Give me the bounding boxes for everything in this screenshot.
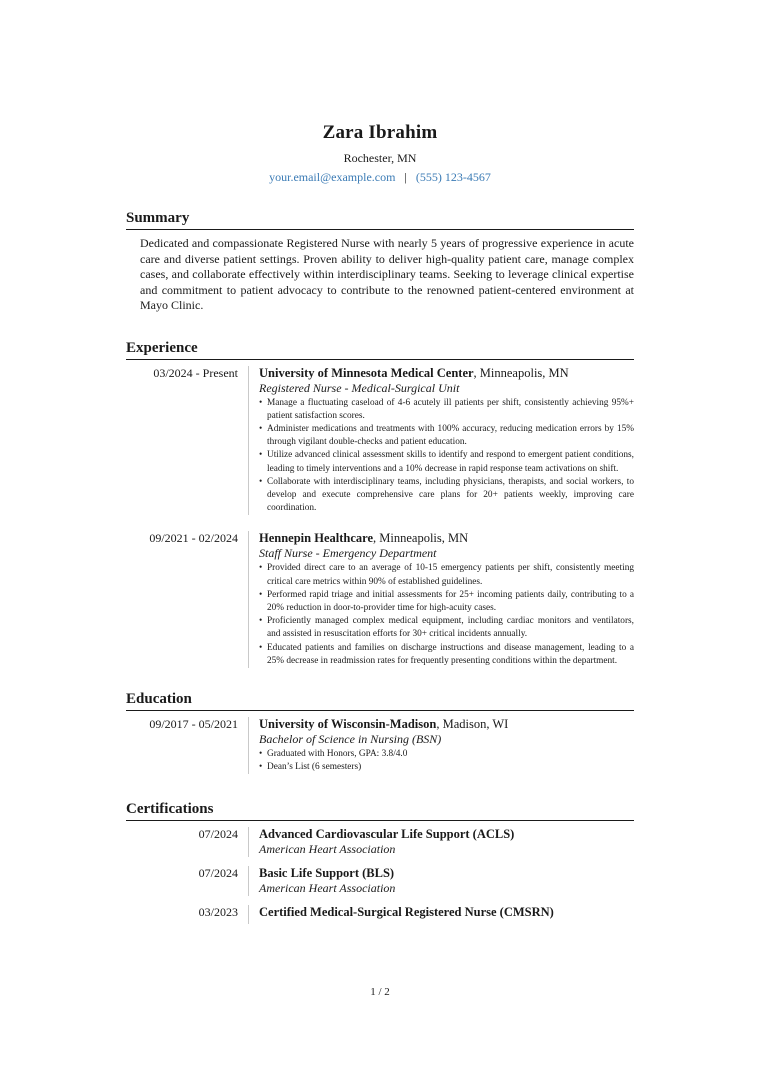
degree: Bachelor of Science in Nursing (BSN) [259,731,442,746]
employer-location: , Minneapolis, MN [373,531,469,546]
entry-body [248,717,634,774]
bullet-item: • Utilize advanced clinical assessment skills to identify and respond to emergent patient conditions, leading to timely interventions and a 10% decrease in rapid response team activations on shift. [259,449,634,475]
bullet-item: • Graduated with Honors, GPA: 3.8/4.0 [259,748,634,761]
school-location: , Madison, WI [436,716,509,731]
entry-body [248,366,634,516]
bullet-item: • Educated patients and families on discharge instructions and disease management, leading to a 25% decrease in readmission rates for frequently presenting conditions within the department. [259,642,634,668]
bullet-item: • Provided direct care to an average of 10-15 emergency patients per shift, consistently meeting critical care metrics within 90% of established guidelines. [259,562,634,588]
experience-entry [126,531,634,668]
summary-section [126,209,634,314]
bullet-item: • Administer medications and treatments with 100% accuracy, reducing medication errors by 15% through vigilant double-checks and patient education. [259,423,634,449]
contact-separator: | [404,170,407,184]
certification-entry [126,905,634,924]
bullet-list [259,397,634,516]
entry-date: 09/2017 - 05/2021 [149,716,238,731]
section-title-certifications: Certifications [126,800,634,821]
entry-heading [259,531,634,546]
resume-header [126,0,634,184]
certification-entry [126,827,634,857]
resume-page [126,0,634,924]
entry-heading [259,827,634,842]
employer-name: University of Minnesota Medical Center [259,365,474,380]
bullet-item: • Performed rapid triage and initial assessments for 25+ incoming patients daily, contributing to a 20% reduction in door-to-provider time for high-acuity cases. [259,589,634,615]
employer-location: , Minneapolis, MN [473,365,569,380]
certification-entry [126,866,634,896]
entry-date: 03/2023 [198,905,238,920]
section-title-education: Education [126,690,634,711]
entry-body [248,531,634,668]
section-title-summary: Summary [126,209,634,230]
bullet-item: • Collaborate with interdisciplinary teams, including physicians, therapists, and social workers, to develop and execute comprehensive care plans for 20+ patients weekly, improving care coordination. [259,476,634,516]
bullet-item: • Manage a fluctuating caseload of 4-6 acutely ill patients per shift, consistently achieving 95%+ patient satisfaction scores. [259,397,634,423]
entry-heading [259,366,634,381]
bullet-item: • Dean’s List (6 semesters) [259,761,634,774]
bullet-list [259,748,634,774]
certification-name: Advanced Cardiovascular Life Support (ACLS) [259,827,515,842]
experience-entry [126,366,634,516]
certification-name: Basic Life Support (BLS) [259,866,395,881]
certification-name: Certified Medical-Surgical Registered Nurse (CMSRN) [259,905,554,920]
job-title: Staff Nurse - Emergency Department [259,546,437,561]
bullet-list [259,562,634,668]
certifications-section [126,800,634,924]
experience-section [126,339,634,668]
entry-heading [259,905,634,920]
education-section [126,690,634,774]
employer-name: Hennepin Healthcare [259,531,374,546]
bullet-item: • Proficiently managed complex medical equipment, including cardiac monitors and ventilators, and assisted in resuscitation efforts for 30+ critical incidents annually. [259,615,634,641]
candidate-location: Rochester, MN [343,151,417,165]
page-number: 1 / 2 [370,986,390,998]
entry-heading [259,866,634,881]
certification-issuer: American Heart Association [259,842,396,857]
candidate-name: Zara Ibrahim [322,122,438,143]
entry-date: 09/2021 - 02/2024 [149,531,238,546]
entry-body [248,905,634,924]
section-title-experience: Experience [126,339,634,360]
entry-body [248,866,634,896]
entry-date: 07/2024 [198,827,238,842]
entry-date: 03/2024 - Present [153,365,238,380]
school-name: University of Wisconsin-Madison [259,716,437,731]
education-entry [126,717,634,774]
email-link[interactable]: your.email@example.com [269,170,396,184]
job-title: Registered Nurse - Medical-Surgical Unit [259,380,460,395]
entry-body [248,827,634,857]
entry-heading [259,717,634,732]
certification-issuer: American Heart Association [259,881,396,896]
summary-text: Dedicated and compassionate Registered Nurse with nearly 5 years of progressive experience in acute care and diverse patient settings. Proven ability to deliver high-quality patient care, manage complex cases, and collaborate effectively within interdisciplinary teams. Seeking to leverage clinical expertise and commitment to patient advocacy to contribute to the renowned patient-centered environment at Mayo Clinic. [140,236,634,312]
entry-date: 07/2024 [198,866,238,881]
phone-link[interactable]: (555) 123-4567 [415,170,491,184]
contact-line [126,170,634,184]
